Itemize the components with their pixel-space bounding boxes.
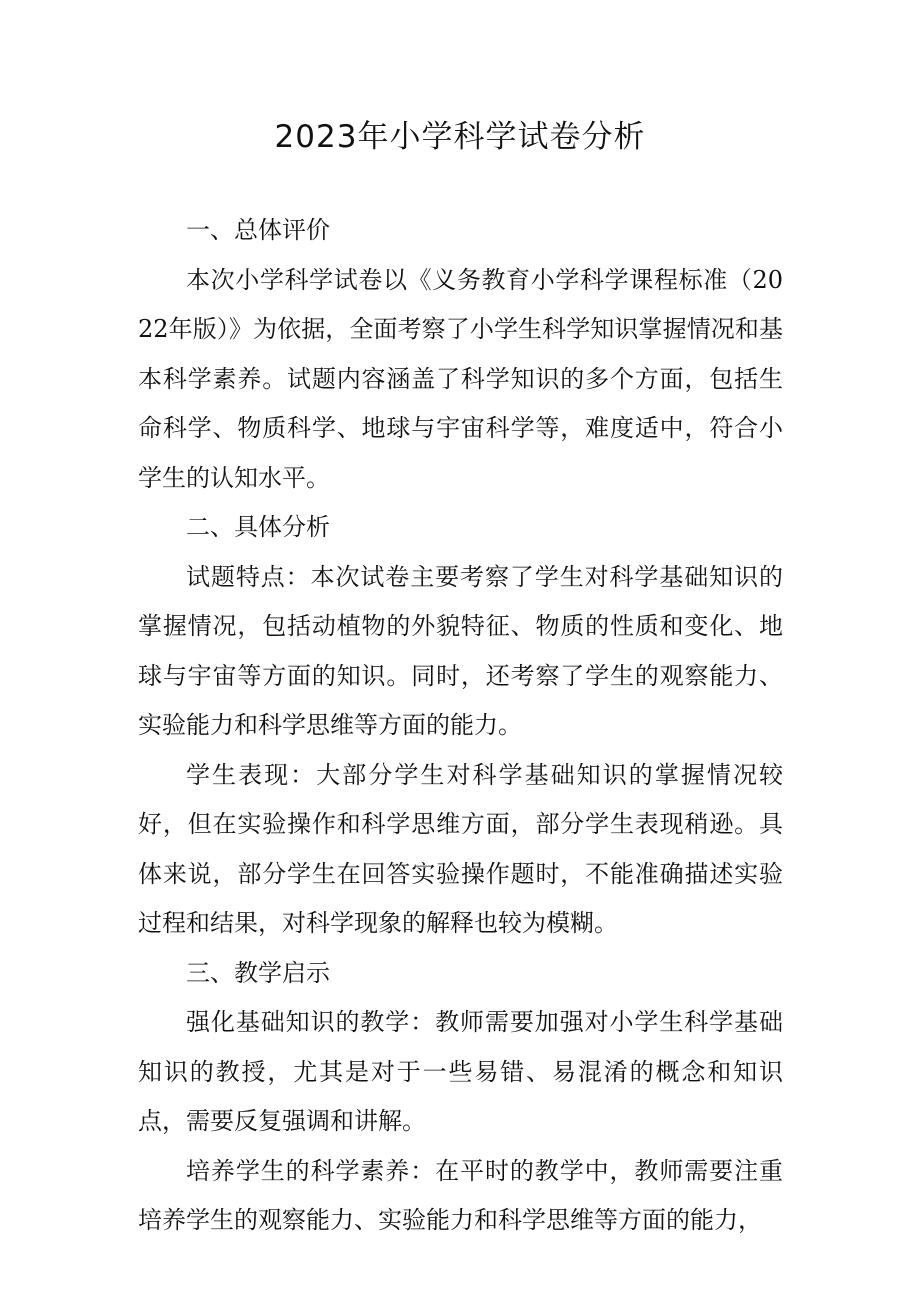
paragraph-strengthen-basics: 强化基础知识的教学：教师需要加强对小学生科学基础知识的教授，尤其是对于一些易错、易混淆的概念和知识点，需要反复强调和讲解。: [138, 1008, 783, 1135]
document-title: 2023年小学科学试卷分析: [274, 119, 646, 155]
section-heading-teaching-insights: 三、教学启示: [186, 958, 330, 987]
document-body: [138, 206, 783, 1246]
section-heading-specific-analysis: 二、具体分析: [186, 513, 330, 541]
paragraph-question-features: 试题特点：本次试卷主要考察了学生对科学基础知识的掌握情况，包括动植物的外貌特征、物质的性质和变化、地球与宇宙等方面的知识。同时，还考察了学生的观察能力、实验能力和科学思维等方面的能力。: [138, 562, 783, 739]
paragraph-overall-evaluation: 本次小学科学试卷以《义务教育小学科学课程标准（2022年版）》为依据，全面考察了小学生科学知识掌握情况和基本科学素养。试题内容涵盖了科学知识的多个方面，包括生命科学、物质科学、地球与宇宙科学等，难度适中，符合小学生的认知水平。: [138, 265, 783, 492]
paragraph-student-performance: 学生表现：大部分学生对科学基础知识的掌握情况较好，但在实验操作和科学思维方面，部分学生表现稍逊。具体来说，部分学生在回答实验操作题时，不能准确描述实验过程和结果，对科学现象的解释也较为模糊。: [138, 760, 783, 937]
section-heading-overall-evaluation: 一、总体评价: [186, 216, 330, 244]
paragraph-cultivate-literacy: 培养学生的科学素养：在平时的教学中，教师需要注重培养学生的观察能力、实验能力和科学思维等方面的能力，: [138, 1156, 783, 1234]
